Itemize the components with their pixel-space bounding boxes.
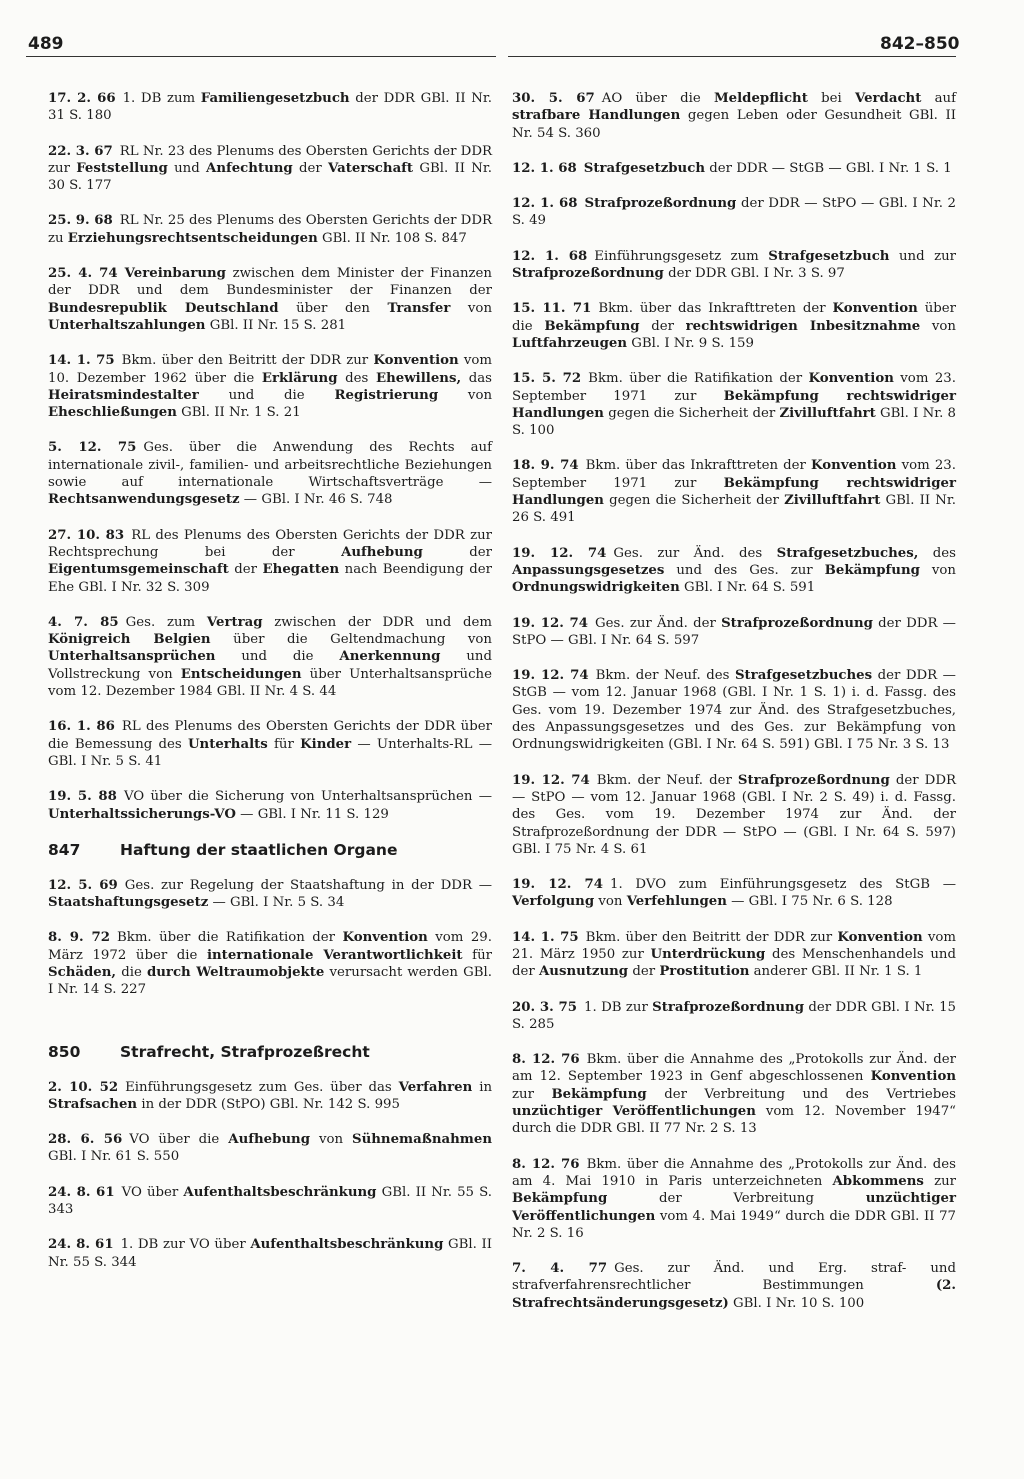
entry-text: Bkm. über das Inkrafttreten der — [598, 301, 833, 317]
entry-text: Bkm. der Neuf. des — [595, 668, 735, 684]
list-item — [48, 1184, 492, 1219]
entries-c — [48, 1079, 492, 1271]
entry-text: 1. DVO zum Einführungsgesetz des StGB — — [610, 877, 956, 893]
right-column — [512, 90, 956, 1330]
section-number: 850 — [48, 1042, 81, 1061]
entry-text: GBl. II Nr. 55 S. 344 — [48, 1237, 493, 1270]
entry-keyword: Konvention — [342, 930, 428, 946]
section-title: Strafrecht, Strafprozeßrecht — [120, 1042, 370, 1061]
entry-keyword: Bekämpfung — [824, 562, 920, 578]
entry-keyword: Abkommens — [832, 1173, 924, 1189]
entry-text: und Vollstreckung von — [48, 649, 493, 682]
entry-keyword: Kinder — [300, 736, 352, 752]
entry-text: vom 29. März 1972 über die — [48, 930, 492, 963]
entry-keyword: Strafsachen — [48, 1096, 138, 1112]
entry-text: Einführungsgesetz zum — [594, 248, 769, 264]
list-item — [512, 876, 956, 911]
entry-text: und die — [198, 387, 335, 403]
entry-text: das — [461, 370, 492, 386]
list-item — [512, 772, 956, 858]
entry-keyword: Ordnungswidrigkeiten — [512, 580, 680, 596]
entry-date: 16. 1. 86 — [48, 719, 115, 735]
list-item — [512, 248, 956, 283]
entry-keyword: Unterdrückung — [650, 946, 766, 962]
entry-text: der DDR — StGB — vom 12. Januar 1968 (GBl. I Nr. 1 S. 1) i. d. Fassg. des Ges. vom 19. Dezember 1974 zur Änd. des Strafgesetzbuches, des Anpassungsgesetzes und des Ges. zur Bekämpfung von Ordnungswidrigkeiten (GBl. I Nr. 64 S. 591) GBl. I 75 Nr. 3 S. 13 — [512, 668, 956, 753]
entry-text: Ges. zur Regelung der Staatshaftung in der DDR — — [124, 877, 492, 893]
entry-date: 28. 6. 56 — [48, 1132, 123, 1148]
entry-text: die — [116, 964, 147, 980]
entry-text: RL des Plenums des Obersten Gerichts der DDR zur Rechtsprechung bei der — [48, 527, 492, 560]
list-item — [512, 615, 956, 650]
entry-date: 19. 12. 74 — [512, 877, 603, 893]
entry-text: 1. DB zur — [584, 999, 653, 1015]
entry-text: GBl. I Nr. 64 S. 591 — [679, 580, 816, 596]
list-item — [512, 457, 956, 526]
entry-keyword: Unterhaltssicherungs-VO — [48, 806, 236, 822]
entry-text: gegen Leben oder Gesundheit GBl. II Nr. 54 S. 360 — [512, 108, 956, 141]
list-item — [48, 877, 492, 912]
list-item — [512, 160, 956, 177]
entry-date: 25. 9. 68 — [48, 213, 113, 229]
entry-keyword: Konvention — [808, 371, 894, 387]
entry-date: 15. 5. 72 — [512, 371, 582, 387]
page-range: 842–850 — [880, 34, 960, 54]
entry-date: 12. 1. 68 — [512, 248, 588, 264]
entry-date: 19. 5. 88 — [48, 789, 117, 805]
entry-keyword: Konvention — [832, 301, 918, 317]
entry-text: GBl. II Nr. 108 S. 847 — [317, 230, 467, 246]
list-item — [48, 1236, 492, 1271]
header-rule-right — [508, 56, 956, 57]
entry-text: vom 21. März 1950 zur — [512, 929, 956, 962]
entry-keyword: Strafgesetzbuch — [768, 248, 890, 264]
entry-text: über die — [512, 301, 957, 334]
list-item — [512, 300, 956, 352]
entry-text: VO über — [121, 1184, 184, 1200]
entry-date: 22. 3. 67 — [48, 143, 113, 159]
list-item — [48, 929, 492, 998]
entry-keyword: Bundesrepublik Deutschland — [48, 300, 279, 316]
list-item — [48, 1079, 492, 1114]
entry-text: von — [919, 562, 956, 578]
entry-text: für — [267, 736, 301, 752]
entry-text: gegen die Sicherheit der — [603, 405, 780, 421]
list-item — [48, 718, 492, 770]
entry-text: GBl. I Nr. 10 S. 100 — [728, 1295, 865, 1311]
entry-keyword: Bekämpfung rechtswidriger Handlungen — [512, 388, 956, 421]
list-item — [48, 143, 492, 195]
entry-text: der DDR GBl. I Nr. 3 S. 97 — [663, 266, 845, 282]
entry-date: 8. 12. 76 — [512, 1052, 580, 1068]
entry-text: und zur — [889, 248, 956, 264]
entry-text: 1. DB zur VO über — [120, 1237, 251, 1253]
entry-keyword: Entscheidungen — [180, 666, 302, 682]
entry-keyword: Bekämpfung — [551, 1086, 647, 1102]
entry-text: der DDR — StPO — GBl. I Nr. 64 S. 597 — [512, 615, 956, 648]
entry-text: Bkm. der Neuf. der — [596, 772, 738, 788]
entry-text: VO über die — [129, 1132, 229, 1148]
entry-keyword: Vaterschaft — [328, 160, 414, 176]
entry-keyword: Ehegatten — [262, 562, 340, 578]
entry-keyword: Prostitution — [659, 964, 750, 980]
entry-keyword: Eheschließungen — [48, 405, 177, 421]
entry-date: 30. 5. 67 — [512, 91, 595, 106]
entry-date: 19. 12. 74 — [512, 772, 590, 788]
entry-text: der DDR GBl. I Nr. 15 S. 285 — [512, 999, 956, 1032]
entry-keyword: Aufenthaltsbeschränkung — [250, 1237, 444, 1253]
entry-keyword: Verfahren — [398, 1079, 473, 1095]
entry-date: 8. 9. 72 — [48, 930, 110, 946]
section-number: 847 — [48, 840, 81, 859]
entry-text: der Verbreitung — [607, 1191, 866, 1207]
entry-keyword: Strafprozeßordnung — [584, 196, 737, 212]
entry-text: der — [292, 160, 328, 176]
entry-text: bei — [807, 91, 855, 106]
entry-date: 14. 1. 75 — [512, 929, 579, 945]
entry-keyword: Strafgesetzbuches — [734, 668, 873, 684]
entry-text: in — [472, 1079, 493, 1095]
entry-text: der — [628, 964, 660, 980]
entry-text: GBl. II Nr. 55 S. 343 — [48, 1184, 492, 1218]
entry-keyword: Bekämpfung rechtswidriger Handlungen — [512, 475, 956, 509]
entry-text: der DDR GBl. II Nr. 31 S. 180 — [48, 91, 492, 124]
entry-text: Ges. zum — [125, 614, 207, 630]
entry-keyword: Transfer — [387, 300, 451, 316]
entry-keyword: Strafgesetzbuch — [583, 160, 705, 176]
entry-date: 25. 4. 74 — [48, 266, 118, 282]
entry-text: VO über die Sicherung von Unterhaltsansprüchen — — [123, 789, 493, 805]
entry-date: 17. 2. 66 — [48, 91, 116, 106]
entry-keyword: (2. Strafrechtsänderungsgesetz) — [512, 1278, 956, 1311]
entry-keyword: Aufenthaltsbeschränkung — [183, 1184, 377, 1200]
entry-text: GBl. I Nr. 9 S. 159 — [627, 335, 754, 351]
entry-text: von — [438, 387, 493, 403]
entry-keyword: unzüchtiger Veröffentlichungen — [512, 1104, 756, 1120]
entry-text: der — [639, 318, 686, 334]
entry-date: 7. 4. 77 — [512, 1261, 608, 1277]
entry-date: 27. 10. 83 — [48, 527, 125, 543]
entry-text: von — [594, 894, 627, 910]
entry-keyword: Unterhaltszahlungen — [48, 317, 206, 333]
section-title: Haftung der staatlichen Organe — [120, 840, 398, 859]
entry-text: Bkm. über den Beitritt der DDR zur — [585, 929, 838, 945]
entry-keyword: Strafprozeßordnung — [721, 615, 873, 631]
entry-text: zur — [923, 1173, 956, 1189]
list-item — [512, 1260, 956, 1312]
entry-keyword: Konvention — [811, 458, 897, 474]
entry-text: Bkm. über die Annahme des „Protokolls zur Änd. des am 4. Mai 1910 in Paris unterzeichneten — [512, 1156, 956, 1189]
entry-keyword: Feststellung — [76, 160, 168, 176]
entry-date: 12. 1. 68 — [512, 160, 577, 176]
entry-text: GBl. I Nr. 61 S. 550 — [48, 1149, 180, 1165]
entry-text: des — [918, 545, 957, 561]
entry-keyword: Ausnutzung — [538, 964, 629, 980]
entry-keyword: Meldepflicht — [713, 91, 808, 106]
entry-text: GBl. I Nr. 8 S. 100 — [512, 405, 957, 439]
entry-text: GBl. II Nr. 26 S. 491 — [512, 493, 956, 526]
entry-text: — Unterhalts-RL — GBl. I Nr. 5 S. 41 — [48, 736, 493, 769]
entry-keyword: Unterhaltsansprüchen — [48, 649, 216, 665]
entry-date: 4. 7. 85 — [48, 614, 119, 630]
entry-keyword: internationale Verantwortlichkeit — [206, 947, 463, 963]
entry-text: RL Nr. 25 des Plenums des Obersten Gerichts der DDR zu — [48, 213, 493, 246]
entry-keyword: Verdacht — [854, 91, 922, 106]
entry-date: 2. 10. 52 — [48, 1079, 119, 1095]
entry-keyword: Registrierung — [334, 387, 439, 403]
list-item — [512, 667, 956, 753]
list-item — [48, 527, 492, 596]
entry-text: GBl. II Nr. 1 S. 21 — [176, 405, 301, 421]
entry-date: 15. 11. 71 — [512, 301, 592, 317]
entry-text: Einführungsgesetz zum Ges. über das — [125, 1079, 399, 1095]
entry-keyword: Erziehungsrechtsentscheidungen — [67, 230, 318, 246]
entry-keyword: Anfechtung — [206, 160, 293, 176]
entry-text: GBl. II Nr. 15 S. 281 — [205, 317, 347, 333]
entry-text: und die — [215, 649, 340, 665]
entry-text: und — [167, 160, 207, 176]
entry-keyword: Erklärung — [261, 370, 338, 386]
entry-keyword: Zivilluftfahrt — [779, 405, 876, 421]
entry-text: RL Nr. 23 des Plenums des Obersten Gerichts der DDR zur — [48, 143, 493, 176]
entry-keyword: Staatshaftungsgesetz — [48, 895, 209, 911]
section-heading-850 — [48, 1043, 492, 1061]
entry-date: 14. 1. 75 — [48, 353, 115, 369]
entries-a — [48, 90, 492, 823]
entry-text: vom 12. November 1947“ durch die DDR GBl. II 77 Nr. 2 S. 13 — [512, 1104, 956, 1137]
entry-text: Ges. zur Änd. des — [613, 545, 777, 561]
entry-keyword: Eigentumsgemeinschaft — [48, 562, 229, 578]
entry-text: vom 4. Mai 1949“ durch die DDR GBl. II 77 Nr. 2 S. 16 — [512, 1208, 956, 1241]
entry-text: Bkm. über den Beitritt der DDR zur — [121, 353, 374, 369]
list-item — [512, 1051, 956, 1137]
entry-text: der — [422, 544, 492, 560]
entry-text: AO über die — [601, 91, 714, 106]
entry-keyword: Verfolgung — [512, 894, 595, 910]
list-item — [512, 195, 956, 230]
entry-keyword: Unterhalts — [187, 736, 268, 752]
entry-text: der DDR — StGB — GBl. I Nr. 1 S. 1 — [705, 160, 952, 176]
entry-keyword: Strafgesetzbuches, — [776, 545, 919, 561]
entry-text: anderer GBl. II Nr. 1 S. 1 — [749, 964, 923, 980]
left-column — [48, 90, 492, 1289]
entry-keyword: Konvention — [373, 353, 459, 369]
entry-keyword: Strafprozeßordnung — [652, 999, 804, 1015]
entry-text: — GBl. I 75 Nr. 6 S. 128 — [726, 894, 893, 910]
list-item — [48, 90, 492, 125]
entry-text: verursacht werden GBl. I Nr. 14 S. 227 — [48, 964, 492, 998]
list-item — [512, 1156, 956, 1242]
entry-keyword: Ehewillens, — [375, 370, 462, 386]
entry-text: des — [337, 370, 376, 386]
entry-keyword: Luftfahrzeugen — [512, 335, 627, 351]
entry-text: 1. DB zum — [122, 91, 201, 106]
entry-text: zur — [512, 1086, 552, 1102]
entry-text: Bkm. über die Ratifikation der — [116, 930, 343, 946]
entry-keyword: rechtswidrigen Inbesitznahme — [685, 318, 921, 334]
entry-keyword: Konvention — [870, 1069, 956, 1085]
entry-keyword: strafbare Handlungen — [512, 108, 681, 124]
entry-keyword: Vertrag — [206, 614, 263, 630]
entry-text: Ges. zur Änd. und Erg. straf- und strafverfahrensrechtlicher Bestimmungen — [512, 1261, 956, 1294]
entry-text: des Menschenhandels und der — [512, 946, 956, 980]
entry-keyword: Strafprozeßordnung — [737, 772, 890, 788]
entry-keyword: Bekämpfung — [512, 1191, 608, 1207]
entries-b — [48, 877, 492, 999]
entry-keyword: Konvention — [837, 929, 923, 945]
entry-keyword: Bekämpfung — [544, 318, 640, 334]
list-item — [512, 545, 956, 597]
entry-date: 18. 9. 74 — [512, 458, 579, 474]
section-heading-847 — [48, 841, 492, 859]
entry-date: 12. 5. 69 — [48, 877, 118, 893]
entry-text: in der DDR (StPO) GBl. Nr. 142 S. 995 — [137, 1096, 400, 1112]
entry-text: zwischen dem Minister der Finanzen der DDR und dem Bundesminister der Finanzen der — [48, 266, 492, 299]
entry-keyword: Familiengesetzbuch — [200, 91, 350, 106]
entry-date: 8. 12. 76 — [512, 1156, 580, 1172]
entry-text: der DDR — StPO — vom 12. Januar 1968 (GBl. I Nr. 2 S. 49) i. d. Fassg. des Ges. vom 19. Dezember 1974 zur Änd. der Strafprozeßordnung der DDR — StPO — (GBl. I Nr. 64 S. 597) GBl. I 75 Nr. 4 S. 61 — [512, 772, 956, 857]
header-rule-left — [26, 56, 496, 57]
entry-date: 24. 8. 61 — [48, 1237, 114, 1253]
entry-text: für — [462, 947, 492, 963]
entry-keyword: Verfehlungen — [626, 894, 727, 910]
list-item — [48, 265, 492, 334]
entry-text: vom 23. September 1971 zur — [512, 458, 956, 491]
list-item — [512, 929, 956, 981]
entry-keyword: Strafprozeßordnung — [512, 266, 664, 282]
entry-text: Bkm. über das Inkrafttreten der — [585, 458, 812, 474]
entry-text: zwischen der DDR und dem — [262, 614, 492, 630]
entry-text: nach Beendigung der Ehe GBl. I Nr. 32 S. 309 — [48, 562, 492, 595]
entry-keyword: Rechtsanwendungsgesetz — [48, 492, 240, 508]
entry-keyword: unzüchtiger Veröffentlichungen — [512, 1191, 956, 1224]
entry-keyword: Heiratsmindestalter — [48, 387, 199, 403]
entry-text: und des Ges. zur — [664, 562, 825, 578]
entry-keyword: Sühnemaßnahmen — [351, 1132, 492, 1148]
entry-text: RL des Plenums des Obersten Gerichts der DDR über die Bemessung des — [48, 719, 492, 752]
entry-text: vom 23. September 1971 zur — [512, 371, 956, 404]
entry-date: 19. 12. 74 — [512, 668, 589, 684]
entry-keyword: Aufhebung — [341, 544, 423, 560]
entry-text: der Verbreitung und des Vertriebes — [646, 1086, 956, 1102]
entry-text: über Unterhaltsansprüche vom 12. Dezember 1984 GBl. II Nr. 4 S. 44 — [48, 666, 492, 700]
list-item — [512, 370, 956, 439]
entry-text: Bkm. über die Ratifikation der — [588, 371, 809, 387]
entry-date: 24. 8. 61 — [48, 1184, 115, 1200]
list-item — [512, 999, 956, 1034]
list-item — [48, 1131, 492, 1166]
list-item — [48, 614, 492, 700]
entry-text: auf — [921, 91, 957, 106]
entry-keyword: durch Weltraumobjekte — [146, 964, 325, 980]
entry-text: — GBl. I Nr. 11 S. 129 — [235, 806, 389, 822]
entry-text: über die Geltendmachung von — [210, 632, 492, 648]
entry-date: 19. 12. 74 — [512, 615, 589, 631]
entry-text: GBl. II Nr. 30 S. 177 — [48, 160, 492, 194]
entry-text: — GBl. I Nr. 5 S. 34 — [208, 895, 345, 911]
entry-keyword: Anpassungsgesetzes — [512, 562, 665, 578]
entry-date: 5. 12. 75 — [48, 440, 137, 456]
entry-text: Bkm. über die Annahme des „Protokolls zur Änd. der am 12. September 1923 in Genf abgeschlossenen — [512, 1052, 956, 1085]
entry-text: vom 10. Dezember 1962 über die — [48, 353, 492, 386]
entry-keyword: Schäden, — [48, 964, 117, 980]
entry-text: von — [920, 318, 956, 334]
entry-keyword: Königreich Belgien — [48, 632, 211, 648]
entry-text: von — [310, 1132, 352, 1148]
list-item — [48, 439, 492, 508]
entry-text: von — [450, 300, 493, 316]
entry-date: 12. 1. 68 — [512, 196, 578, 212]
entry-text: über den — [278, 300, 388, 316]
entry-keyword: Aufhebung — [228, 1132, 311, 1148]
entry-date: 20. 3. 75 — [512, 999, 578, 1015]
entry-keyword: Anerkennung — [339, 649, 441, 665]
list-item — [48, 212, 492, 247]
list-item — [48, 352, 492, 421]
entry-text: gegen die Sicherheit der — [603, 493, 785, 509]
entry-date: 19. 12. 74 — [512, 545, 607, 561]
entry-text: — GBl. I Nr. 46 S. 748 — [239, 492, 393, 508]
entry-keyword: Vereinbarung — [124, 266, 226, 282]
list-item — [48, 788, 492, 823]
entry-text: der DDR — StPO — GBl. I Nr. 2 S. 49 — [512, 196, 956, 229]
entry-text: Ges. über die Anwendung des Rechts auf internationale zivil-, familien- und arbeitsrechtliche Beziehungen sowie auf internationale Wirtschaftsverträge — — [48, 440, 492, 491]
entry-text: Ges. zur Änd. der — [595, 615, 722, 631]
list-item — [512, 90, 956, 142]
entries-right — [512, 90, 956, 1312]
page-number: 489 — [28, 34, 64, 54]
entry-text: der — [228, 562, 263, 578]
entry-keyword: Zivilluftfahrt — [784, 493, 881, 509]
